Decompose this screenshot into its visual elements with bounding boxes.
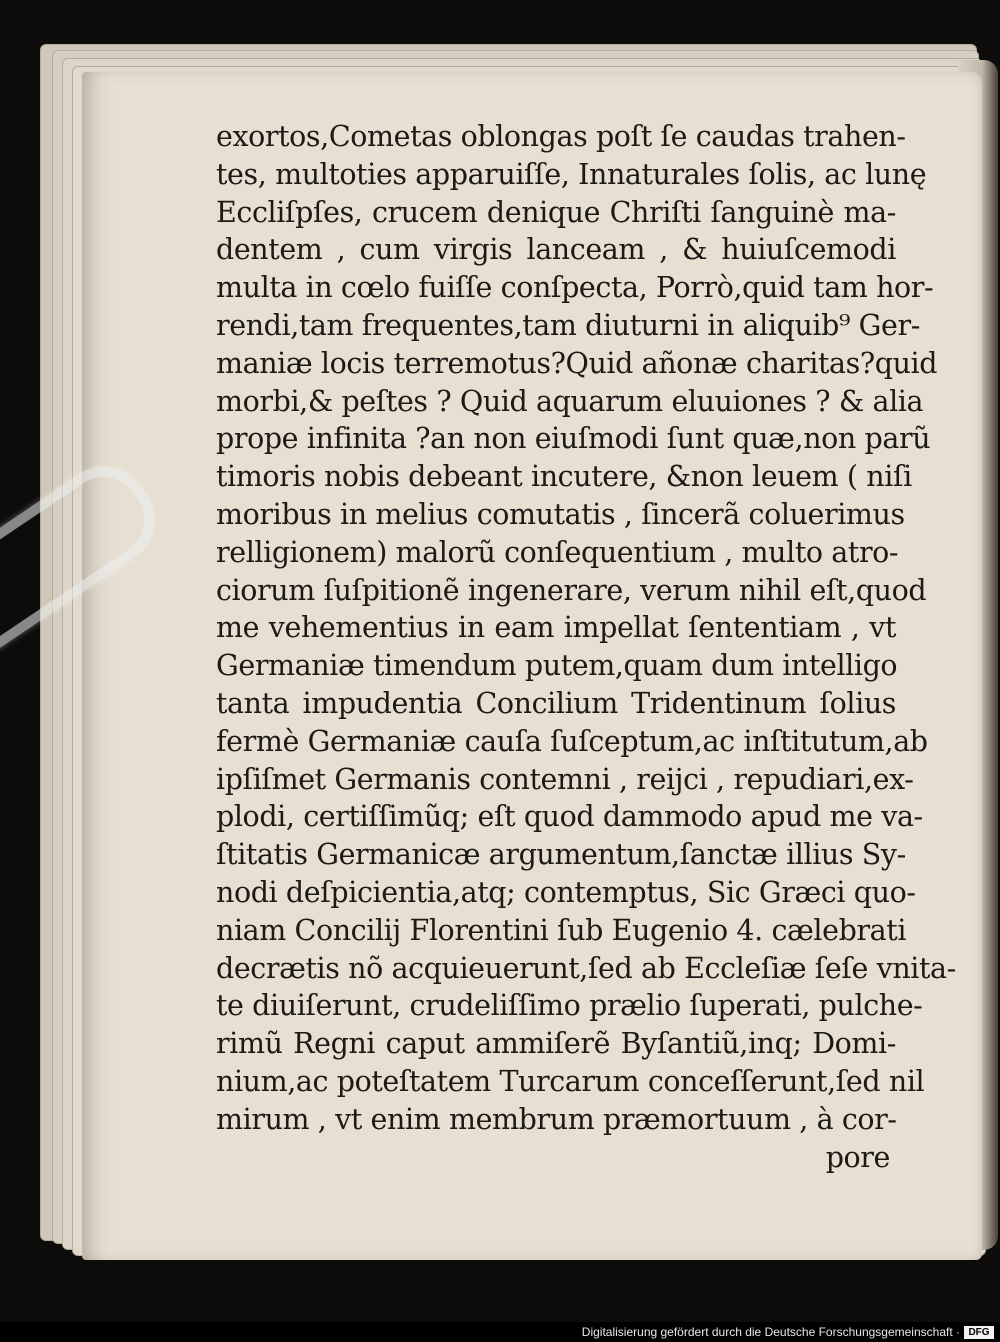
text-line: tes, multoties apparuiſſe, Innaturales ſolis, ac lunę (216, 157, 927, 191)
text-line: nodi deſpicientia,atq; contemptus, Sic Græci quo- (216, 875, 916, 909)
text-line: mirum , vt enim membrum præmortuum , à cor- (216, 1102, 897, 1136)
text-line: Germaniæ timendum putem,quam dum intelligo (216, 649, 898, 683)
text-line: tanta impudentia Concilium Tridentinum ſolius (216, 686, 896, 720)
text-line: Eccliſpſes, crucem denique Chriſti ſanguinè ma- (216, 195, 896, 229)
page-text (216, 118, 956, 1176)
text-line: moribus in melius comutatis , ſincerã coluerimus (216, 497, 905, 531)
text-line: me vehementius in eam impellat ſententiam , vt (216, 611, 896, 645)
text-line: ipſiſmet Germanis contemni , reijci , repudiari,ex- (216, 762, 914, 796)
text-line: prope infinita ?an non eiuſmodi ſunt quæ,non parũ (216, 422, 931, 456)
dfg-logo-icon: DFG (964, 1326, 994, 1339)
catchword: pore (825, 1140, 890, 1174)
text-line: ſtitatis Germanicæ argumentum,ſanctæ illius Sy- (216, 838, 906, 872)
funding-credit: Digitalisierung gefördert durch die Deutsche Forschungsgemeinschaft · (581, 1325, 960, 1339)
text-line: multa in cœlo fuiſſe conſpecta, Porrò,quid tam hor- (216, 271, 934, 305)
text-line: relligionem) malorũ conſequentium , multo atro- (216, 535, 899, 569)
text-line: rendi,tam frequentes,tam diuturni in aliquib⁹ Ger- (216, 308, 920, 342)
text-line: ciorum ſuſpitionẽ ingenerare, verum nihil eſt,quod (216, 573, 927, 607)
text-line: fermè Germaniæ cauſa ſuſceptum,ac inſtitutum,ab (216, 724, 928, 758)
text-line: decrætis nõ acquieuerunt,ſed ab Eccleſiæ ſeſe vnita- (216, 951, 956, 985)
text-line: plodi, certiſſimũq; eſt quod dammodo apud me va- (216, 800, 923, 834)
text-line: niam Concilij Florentini ſub Eugenio 4. cælebrati (216, 913, 907, 947)
text-line: exortos,Cometas oblongas poſt ſe caudas trahen- (216, 120, 906, 153)
text-line: rimũ Regni caput ammiſerẽ Byſantiũ,inq; Domi- (216, 1027, 896, 1061)
footer-bar (0, 1322, 1000, 1342)
text-line: maniæ locis terremotus?Quid añonæ charitas?quid (216, 346, 938, 380)
text-line: dentem , cum virgis lanceam , & huiuſcemodi (216, 233, 896, 267)
text-line: morbi,& peſtes ? Quid aquarum eluuiones ? & alia (216, 384, 924, 418)
text-line: te diuiſerunt, crudeliſſimo prælio ſuperati, pulche- (216, 989, 923, 1023)
text-line: timoris nobis debeant incutere, &non leuem ( niſi (216, 460, 912, 494)
text-line: nium,ac poteſtatem Turcarum conceſſerunt,ſed nil (216, 1064, 925, 1098)
